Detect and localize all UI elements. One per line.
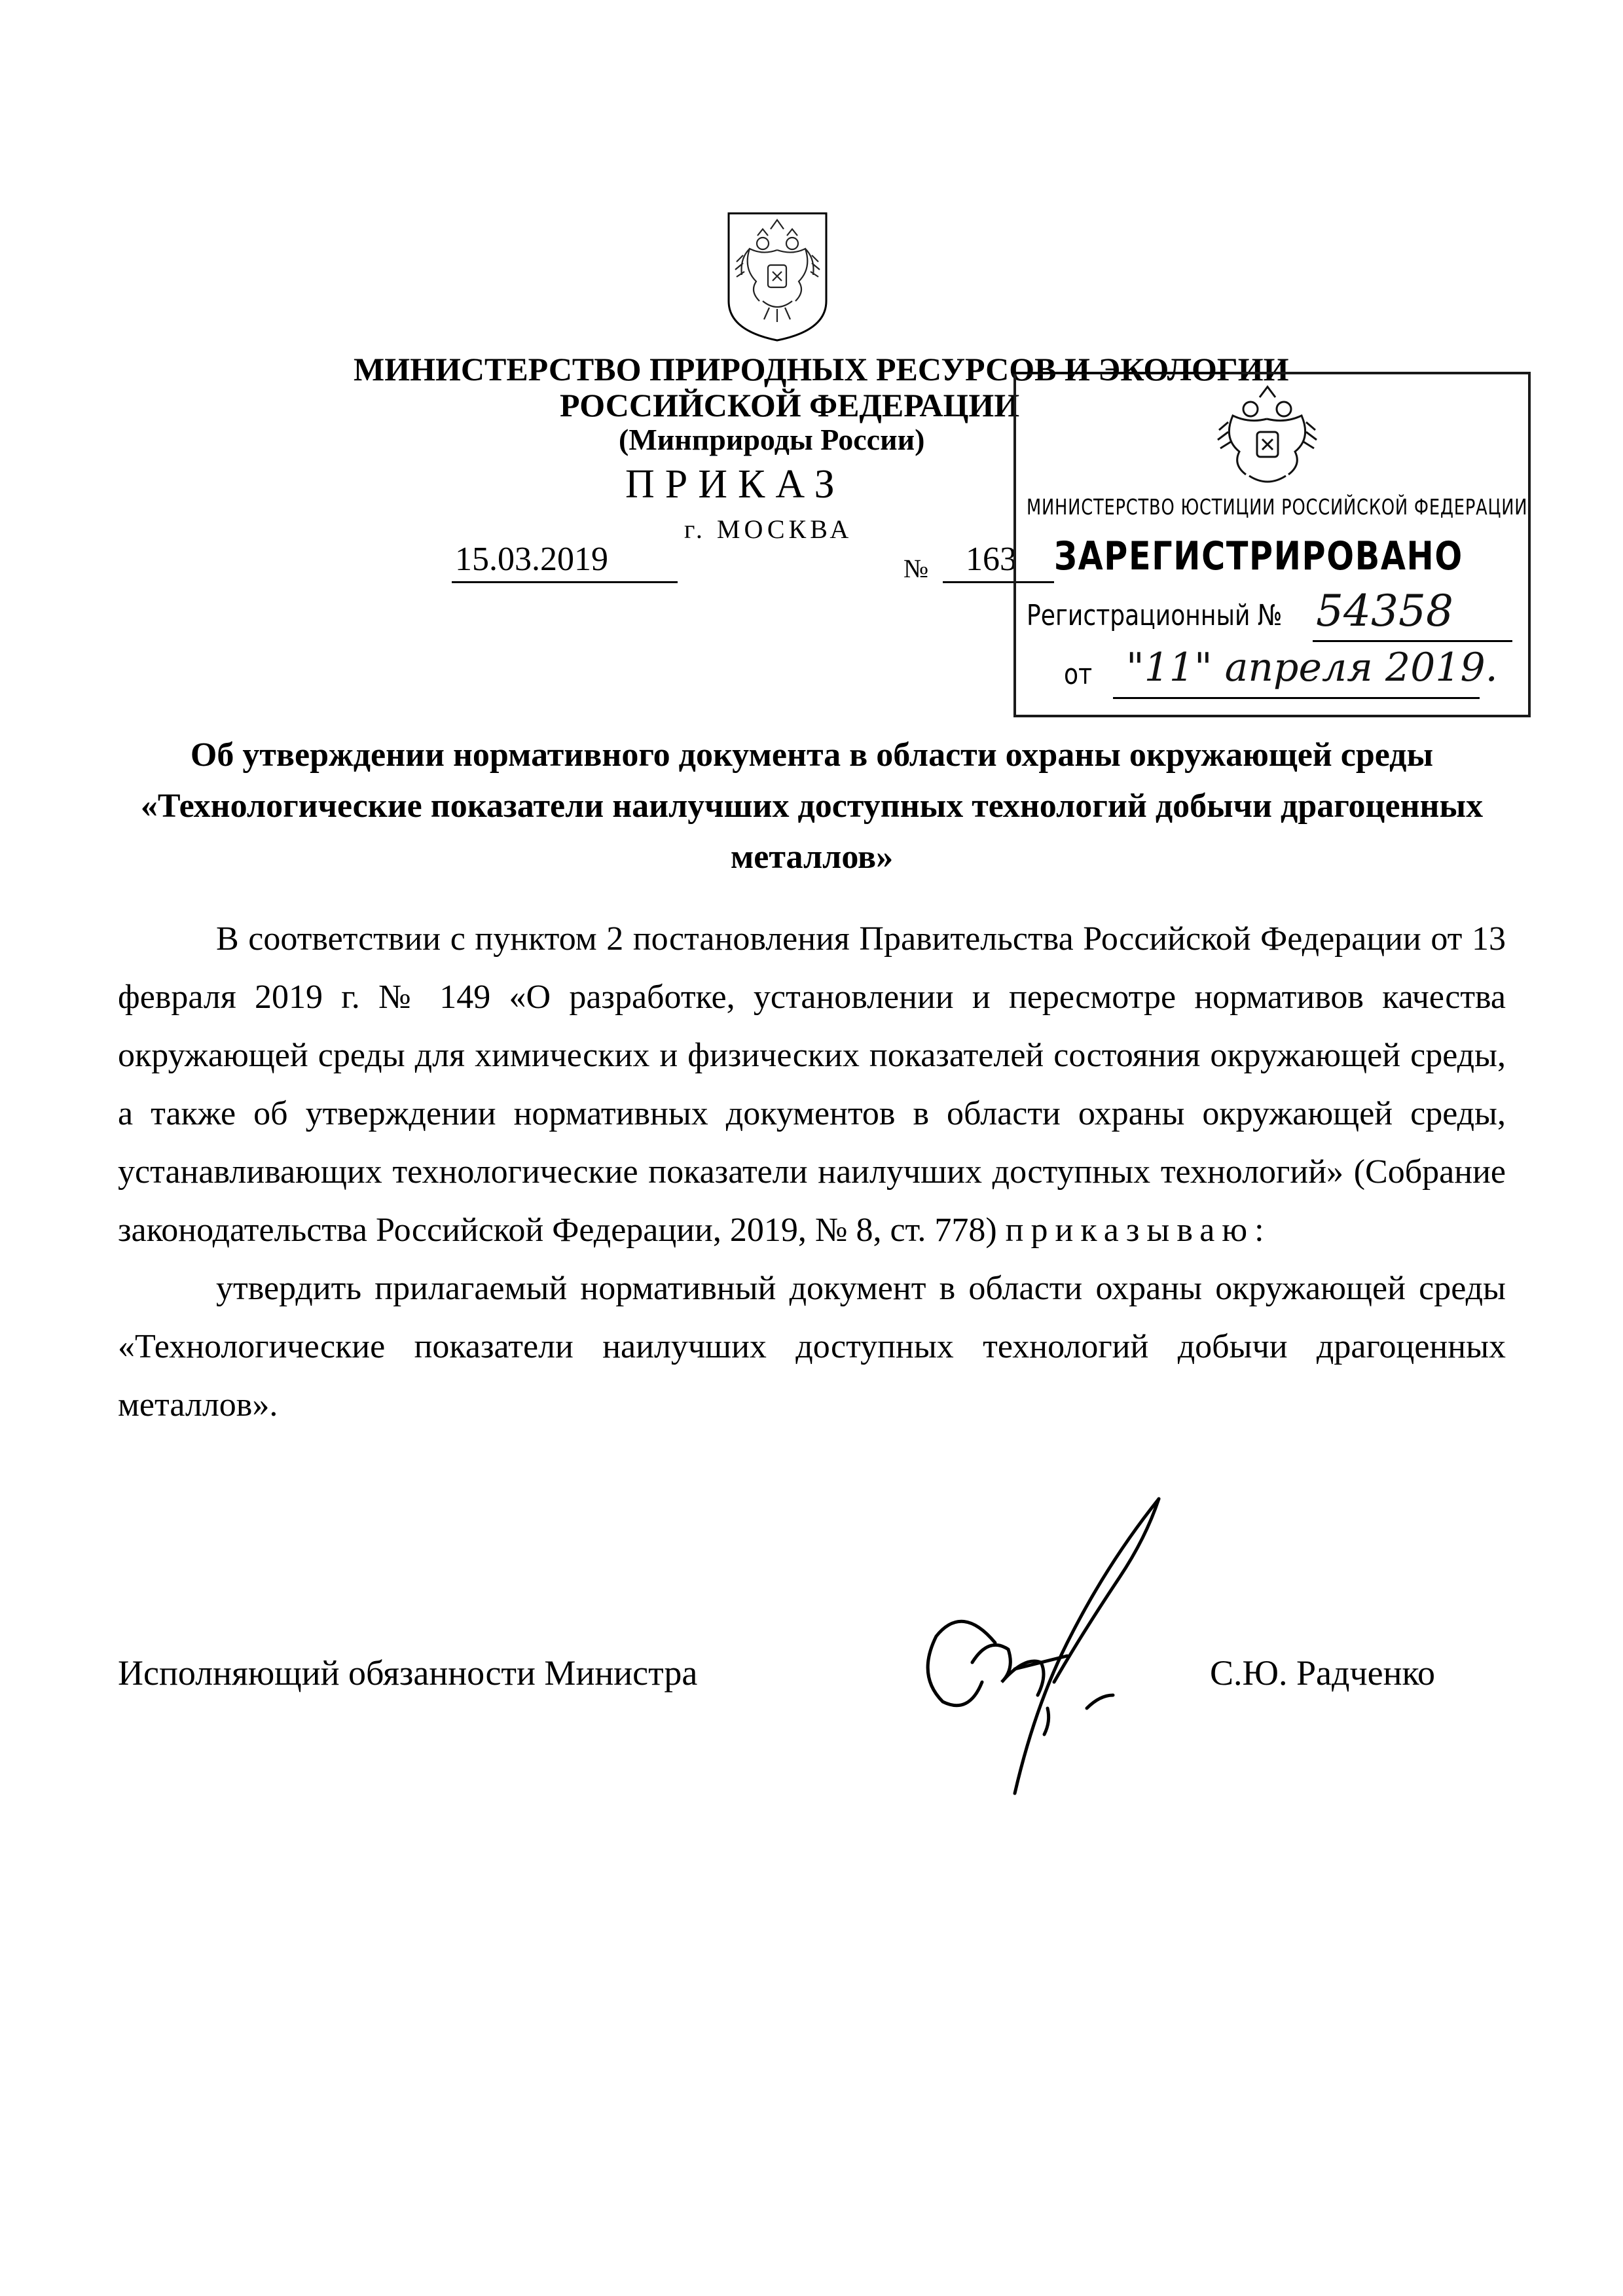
ministry-name-line1: МИНИСТЕРСТВО ПРИРОДНЫХ РЕСУРСОВ И ЭКОЛОГИИ (354, 351, 1289, 387)
stamp-reg-label: Регистрационный № (1027, 599, 1283, 632)
date-underline (452, 581, 678, 583)
body-paragraph-2 (118, 1259, 1506, 1434)
document-title: Об утверждении нормативного документа в области охраны окружающей среды «Технологические показатели наилучших доступных технологий добычи драгоценных металлов» (140, 736, 1484, 876)
stamp-date-value: "11" апреля 2019. (1126, 645, 1498, 691)
order-number: 163 (966, 541, 1017, 578)
stamp-reg-number: 54358 (1316, 586, 1453, 636)
body-paragraph-1 (118, 910, 1506, 1259)
ministry-short-name: (Минприроды России) (619, 423, 925, 456)
number-sign: № (903, 554, 929, 583)
signatory-name: С.Ю. Радченко (1210, 1653, 1436, 1693)
paragraph-1-text: В соответствии с пунктом 2 постановления Правительства Российской Федерации от 13 февраля 2019 г. № 149 «О разработке, установлении и пересмотре нормативов качества окружающей среды для химических и физических показателей состояния окружающей среды, а также об утверждении нормативных документов в области охраны окружающей среды, устанавливающих технологические показатели наилучших доступных технологий» (Собрание законодательства Российской Федерации, 2019, № 8, ст. 778) (118, 920, 1506, 1249)
stamp-authority: МИНИСТЕРСТВО ЮСТИЦИИ РОССИЙСКОЙ ФЕДЕРАЦИИ (1027, 494, 1528, 520)
paragraph-2-text: утвердить прилагаемый нормативный документ в области охраны окружающей среды «Технологические показатели наилучших доступных технологий добычи драгоценных металлов». (118, 1270, 1506, 1424)
coat-of-arms-emblem (723, 209, 831, 344)
stamp-strikethrough (1013, 372, 1230, 374)
stamp-number-underline (1313, 640, 1512, 642)
stamp-date-underline (1113, 697, 1480, 699)
handwritten-signature (910, 1486, 1198, 1806)
order-date: 15.03.2019 (455, 541, 608, 578)
city: г. МОСКВА (684, 514, 853, 544)
document-type: ПРИКАЗ (625, 462, 845, 507)
document-body (118, 910, 1506, 1434)
stamp-emblem-icon (1210, 383, 1324, 494)
stamp-status: ЗАРЕГИСТРИРОВАНО (1054, 533, 1463, 579)
signatory-position: Исполняющий обязанности Министра (118, 1653, 698, 1693)
stamp-date-label: от (1064, 658, 1093, 691)
order-word: приказываю: (1005, 1211, 1271, 1249)
ministry-name-line2: РОССИЙСКОЙ ФЕДЕРАЦИИ (560, 387, 1020, 423)
